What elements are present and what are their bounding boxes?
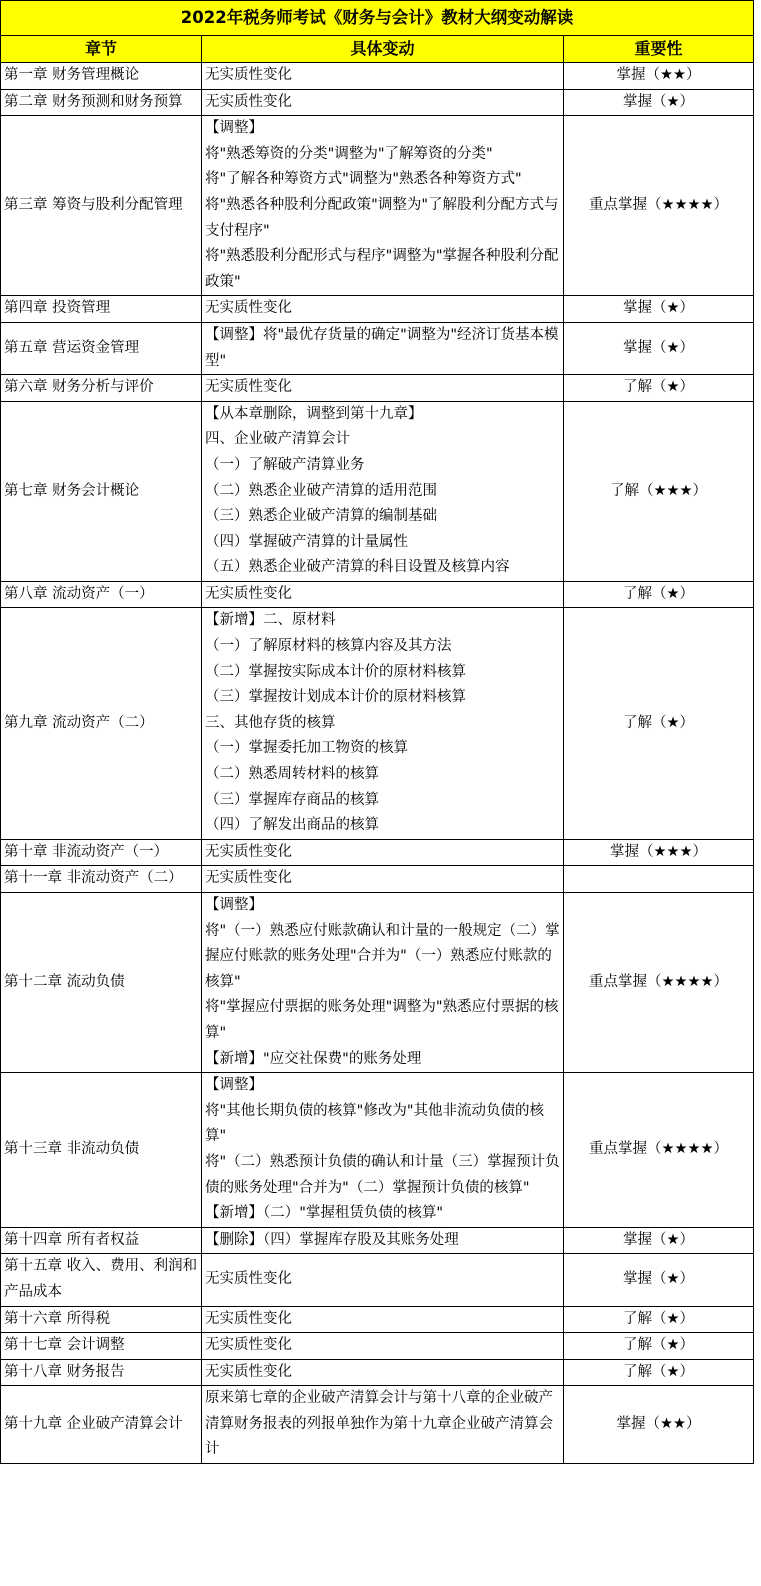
table-row <box>1 608 754 839</box>
changes-cell <box>202 1333 564 1360</box>
table-body <box>1 63 754 1464</box>
changes-cell <box>202 1254 564 1306</box>
change-line: 无实质性变化 <box>205 843 292 860</box>
change-line: 无实质性变化 <box>205 379 292 396</box>
change-line: 无实质性变化 <box>205 93 292 110</box>
changes-cell <box>202 581 564 608</box>
changes-cell <box>202 893 564 1073</box>
change-line: 将"熟悉股利分配形式与程序"调整为"掌握各种股利分配政策" <box>205 248 559 290</box>
table-row <box>1 866 754 893</box>
change-line: 无实质性变化 <box>205 870 292 887</box>
table-row <box>1 1333 754 1360</box>
change-line: 【新增】"应交社保费"的账务处理 <box>205 1050 422 1067</box>
changes-cell <box>202 63 564 90</box>
importance-cell: 重点掌握（★★★★） <box>564 1073 754 1228</box>
importance-cell: 了解（★） <box>564 1359 754 1386</box>
importance-cell: 了解（★） <box>564 608 754 839</box>
table-row <box>1 893 754 1073</box>
change-line: 将"熟悉筹资的分类"调整为"了解筹资的分类" <box>205 145 493 162</box>
chapter-cell: 第十七章 会计调整 <box>1 1333 202 1360</box>
table-row <box>1 63 754 90</box>
change-line: （二）掌握按实际成本计价的原材料核算 <box>205 663 466 680</box>
importance-cell: 掌握（★★） <box>564 63 754 90</box>
change-line: 将"（二）熟悉预计负债的确认和计量（三）掌握预计负债的账务处理"合并为"（二）掌握预计负债的核算" <box>205 1153 560 1196</box>
importance-cell: 了解（★） <box>564 581 754 608</box>
chapter-cell: 第十四章 所有者权益 <box>1 1227 202 1254</box>
table-row <box>1 1227 754 1254</box>
chapter-cell: 第十章 非流动资产（一） <box>1 839 202 866</box>
change-line: 将"（一）熟悉应付账款确认和计量的一般规定（二）掌握应付账款的账务处理"合并为"（一）熟悉应付账款的核算" <box>205 922 560 990</box>
change-line: 无实质性变化 <box>205 1271 292 1288</box>
chapter-cell: 第十八章 财务报告 <box>1 1359 202 1386</box>
change-line: 【新增】二、原材料 <box>205 612 336 629</box>
table-row <box>1 116 754 296</box>
changes-cell <box>202 401 564 581</box>
header-importance: 重要性 <box>564 36 754 63</box>
importance-cell: 了解（★） <box>564 375 754 402</box>
change-line: 四、企业破产清算会计 <box>205 431 350 448</box>
change-line: （一）了解破产清算业务 <box>205 456 365 473</box>
change-line: 【新增】（二）"掌握租赁负债的核算" <box>205 1205 444 1222</box>
change-line: 原来第七章的企业破产清算会计与第十八章的企业破产清算财务报表的列报单独作为第十九章企业破产清算会计 <box>205 1390 553 1458</box>
table-row <box>1 296 754 323</box>
change-line: 无实质性变化 <box>205 585 292 602</box>
change-line: 【调整】 <box>205 897 263 913</box>
chapter-cell: 第十九章 企业破产清算会计 <box>1 1386 202 1464</box>
change-line: 将"熟悉各种股利分配政策"调整为"了解股利分配方式与支付程序" <box>205 196 559 239</box>
importance-cell: 掌握（★） <box>564 1254 754 1306</box>
change-line: 无实质性变化 <box>205 1310 292 1327</box>
change-line: 将"其他长期负债的核算"修改为"其他非流动负债的核算" <box>205 1102 545 1145</box>
chapter-cell: 第十六章 所得税 <box>1 1306 202 1333</box>
importance-cell: 了解（★） <box>564 1333 754 1360</box>
changes-cell <box>202 1073 564 1228</box>
changes-cell <box>202 866 564 893</box>
importance-cell: 掌握（★★★） <box>564 839 754 866</box>
table-row <box>1 89 754 116</box>
table-row <box>1 839 754 866</box>
changes-cell <box>202 839 564 866</box>
importance-cell: 掌握（★★） <box>564 1386 754 1464</box>
table-row <box>1 1386 754 1464</box>
importance-cell: 了解（★★★） <box>564 401 754 581</box>
table-row <box>1 401 754 581</box>
change-line: （一）了解原材料的核算内容及其方法 <box>205 638 452 655</box>
chapter-cell: 第七章 财务会计概论 <box>1 401 202 581</box>
importance-cell: 掌握（★） <box>564 1227 754 1254</box>
importance-cell: 掌握（★） <box>564 89 754 116</box>
importance-cell: 了解（★） <box>564 1306 754 1333</box>
change-line: （五）熟悉企业破产清算的科目设置及核算内容 <box>205 559 510 576</box>
table-row <box>1 1073 754 1228</box>
change-line: （二）熟悉周转材料的核算 <box>205 766 379 783</box>
importance-cell: 重点掌握（★★★★） <box>564 116 754 296</box>
change-line: 将"掌握应付票据的账务处理"调整为"熟悉应付票据的核算" <box>205 999 559 1041</box>
header-chapter: 章节 <box>1 36 202 63</box>
change-line: 无实质性变化 <box>205 300 292 317</box>
importance-cell <box>564 866 754 893</box>
change-line: 无实质性变化 <box>205 1363 292 1380</box>
changes-cell <box>202 1306 564 1333</box>
header-changes: 具体变动 <box>202 36 564 63</box>
table-row <box>1 1359 754 1386</box>
change-line: （三）掌握库存商品的核算 <box>205 791 379 808</box>
chapter-cell: 第二章 财务预测和财务预算 <box>1 89 202 116</box>
changes-cell <box>202 1227 564 1254</box>
changes-cell <box>202 1386 564 1464</box>
changes-cell <box>202 89 564 116</box>
importance-cell: 掌握（★） <box>564 322 754 374</box>
change-line: 三、其他存货的核算 <box>205 714 336 731</box>
change-line: 【删除】（四）掌握库存股及其账务处理 <box>205 1231 459 1248</box>
change-line: （四）掌握破产清算的计量属性 <box>205 533 408 550</box>
table-row <box>1 322 754 374</box>
change-line: （三）熟悉企业破产清算的编制基础 <box>205 508 437 525</box>
change-line: 无实质性变化 <box>205 67 292 83</box>
importance-cell: 掌握（★） <box>564 296 754 323</box>
change-line: 无实质性变化 <box>205 1337 292 1354</box>
change-line: 【从本章删除，调整到第十九章】 <box>205 405 423 422</box>
change-line: 将"了解各种筹资方式"调整为"熟悉各种筹资方式" <box>205 171 522 188</box>
chapter-cell: 第三章 筹资与股利分配管理 <box>1 116 202 296</box>
chapter-cell: 第十五章 收入、费用、利润和产品成本 <box>1 1254 202 1306</box>
chapter-cell: 第五章 营运资金管理 <box>1 322 202 374</box>
changes-cell <box>202 296 564 323</box>
chapter-cell: 第十二章 流动负债 <box>1 893 202 1073</box>
change-line: （四）了解发出商品的核算 <box>205 817 379 834</box>
table-row <box>1 375 754 402</box>
importance-cell: 重点掌握（★★★★） <box>564 893 754 1073</box>
chapter-cell: 第十一章 非流动资产（二） <box>1 866 202 893</box>
changes-cell <box>202 608 564 839</box>
change-line: 【调整】 <box>205 1077 263 1094</box>
change-line: 【调整】 <box>205 120 263 137</box>
table-row <box>1 1254 754 1306</box>
chapter-cell: 第一章 财务管理概论 <box>1 63 202 90</box>
change-line: （三）掌握按计划成本计价的原材料核算 <box>205 689 466 706</box>
changes-cell <box>202 322 564 374</box>
changes-cell <box>202 116 564 296</box>
table-title: 2022年税务师考试《财务与会计》教材大纲变动解读 <box>1 1 754 36</box>
chapter-cell: 第九章 流动资产（二） <box>1 608 202 839</box>
changes-cell <box>202 375 564 402</box>
change-line: 【调整】将"最优存货量的确定"调整为"经济订货基本模型" <box>205 326 559 369</box>
change-line: （二）熟悉企业破产清算的适用范围 <box>205 482 437 499</box>
table-row <box>1 1306 754 1333</box>
change-line: （一）掌握委托加工物资的核算 <box>205 740 408 757</box>
chapter-cell: 第八章 流动资产（一） <box>1 581 202 608</box>
chapter-cell: 第六章 财务分析与评价 <box>1 375 202 402</box>
table-row <box>1 581 754 608</box>
chapter-cell: 第四章 投资管理 <box>1 296 202 323</box>
chapter-cell: 第十三章 非流动负债 <box>1 1073 202 1228</box>
changes-cell <box>202 1359 564 1386</box>
